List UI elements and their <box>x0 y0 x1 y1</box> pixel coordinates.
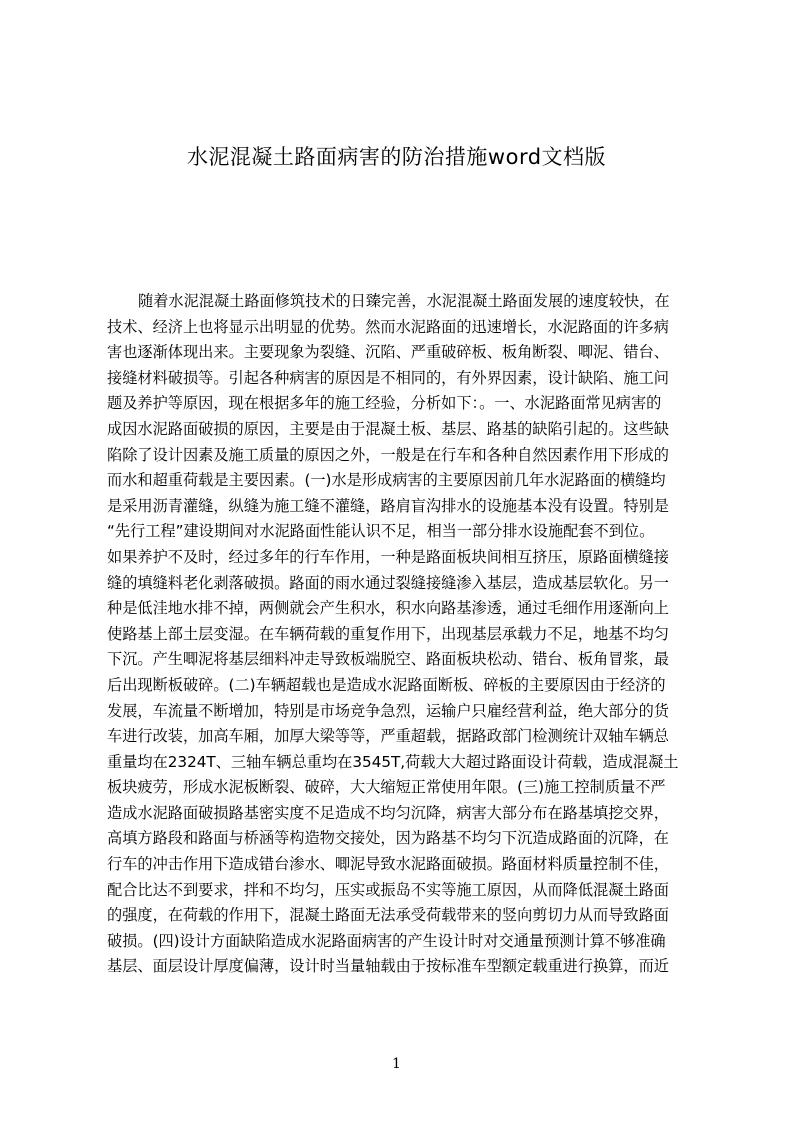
body-line: 成因水泥路面破损的原因，主要是由于混凝土板、基层、路基的缺陷引起的。这些缺 <box>107 419 669 438</box>
body-line: 行车的冲击作用下造成错台渗水、唧泥导致水泥路面破损。路面材料质量控制不佳， <box>107 855 669 874</box>
body-line: 而水和超重荷载是主要因素。(一)水是形成病害的主要原因前几年水泥路面的横缝均 <box>107 471 666 490</box>
body-line: 车进行改装，加高车厢，加厚大梁等等，严重超载，据路政部门检测统计双轴车辆总 <box>107 727 669 746</box>
body-line: 配合比达不到要求，拌和不均匀，压实或振岛不实等施工原因，从而降低混凝土路面 <box>107 880 669 899</box>
body-line: 下沉。产生唧泥将基层细料冲走导致板端脱空、路面板块松动、错台、板角冒浆，最 <box>107 650 669 669</box>
body-line: 发展，车流量不断增加，特别是市场竞争急烈，运输户只雇经营利益，绝大部分的货 <box>107 701 669 720</box>
body-line: 缝的填缝料老化剥落破损。路面的雨水通过裂缝接缝渗入基层，造成基层软化。另一 <box>107 573 669 592</box>
body-line: 是采用沥青灌缝，纵缝为施工缝不灌缝，路肩盲沟排水的设施基本没有设置。特别是 <box>107 496 669 515</box>
body-line: 如果养护不及时，经过多年的行车作用，一种是路面板块间相互挤压，原路面横缝接 <box>107 547 669 566</box>
body-line: 板块疲劳，形成水泥板断裂、破碎，大大缩短正常使用年限。(三)施工控制质量不严 <box>107 778 666 797</box>
body-paragraph <box>107 289 699 980</box>
body-line: 后出现断板破碎。(二)车辆超载也是造成水泥路面断板、碎板的主要原因由于经济的 <box>107 675 666 694</box>
body-line: 破损。(四)设计方面缺陷造成水泥路面病害的产生设计时对交通量预测计算不够准确 <box>107 931 666 950</box>
document-title: 水泥混凝土路面病害的防治措施word文档版 <box>186 145 607 169</box>
body-line: 重量均在2324T、三轴车辆总重均在3545T,荷载大大超过路面设计荷载，造成混凝土 <box>107 752 679 771</box>
body-line: 害也逐渐体现出来。主要现象为裂缝、沉陷、严重破碎板、板角断裂、唧泥、错台、 <box>107 343 669 362</box>
page-number: 1 <box>392 1056 401 1072</box>
body-line: 的强度，在荷载的作用下，混凝土路面无法承受荷载带来的竖向剪切力从而导致路面 <box>107 906 669 925</box>
body-line: 造成水泥路面破损路基密实度不足造成不均匀沉降，病害大部分布在路基填挖交界， <box>107 803 669 822</box>
body-line: 高填方路段和路面与桥涵等构造物交接处，因为路基不均匀下沉造成路面的沉降，在 <box>107 829 669 848</box>
body-line: 随着水泥混凝土路面修筑技术的日臻完善，水泥混凝土路面发展的速度较快，在 <box>138 292 670 310</box>
body-line: “先行工程”建设期间对水泥路面性能认识不足，相当一部分排水设施配套不到位。 <box>107 522 655 541</box>
body-line: 陷除了设计因素及施工质量的原因之外，一般是在行车和各种自然因素作用下形成的 <box>107 445 669 464</box>
body-line: 技术、经济上也将显示出明显的优势。然而水泥路面的迅速增长，水泥路面的许多病 <box>107 317 669 336</box>
body-line: 题及养护等原因，现在根据多年的施工经验，分析如下：。一、水泥路面常见病害的 <box>107 394 662 413</box>
body-line: 接缝材料破损等。引起各种病害的原因是不相同的，有外界因素，设计缺陷、施工问 <box>107 368 669 387</box>
body-line: 基层、面层设计厚度偏薄，设计时当量轴载由于按标准车型额定载重进行换算，而近 <box>107 957 669 976</box>
body-line: 种是低洼地水排不掉，两侧就会产生积水，积水向路基渗透，通过毛细作用逐渐向上 <box>107 599 669 618</box>
body-line: 使路基上部土层变湿。在车辆荷载的重复作用下，出现基层承载力不足，地基不均匀 <box>107 624 669 643</box>
